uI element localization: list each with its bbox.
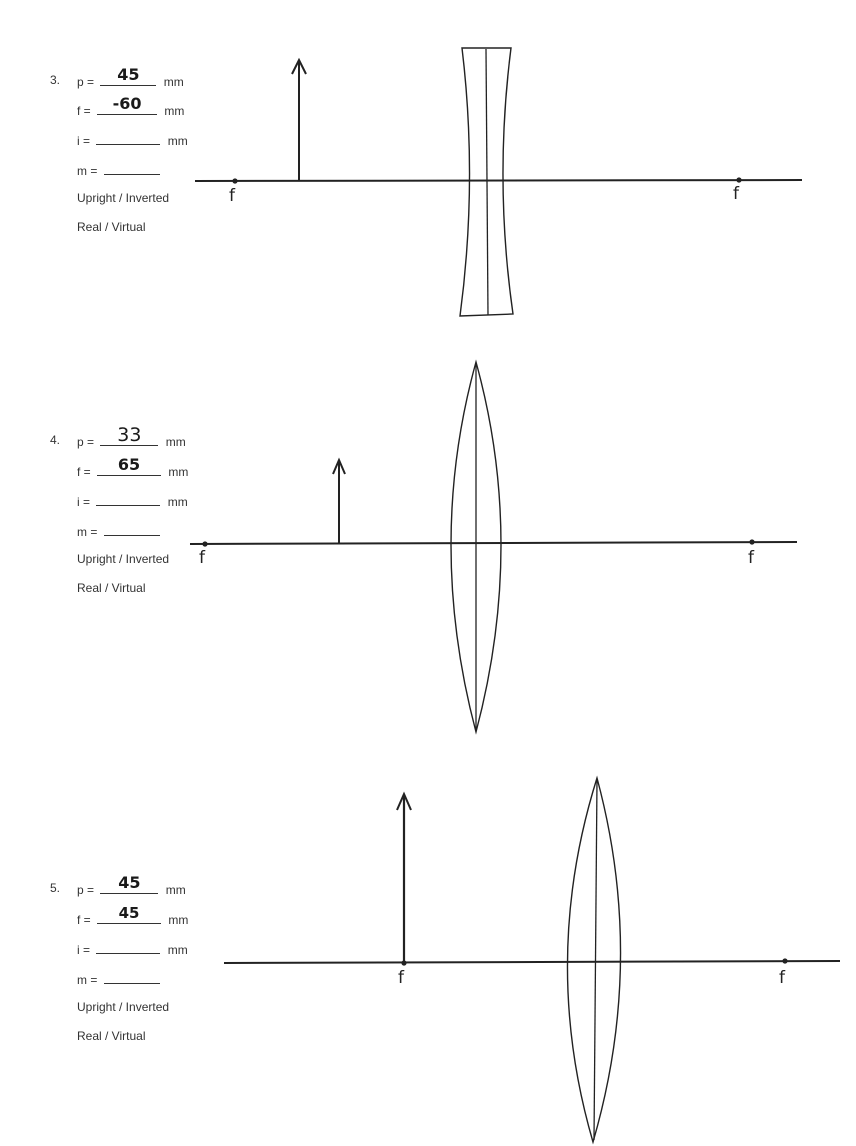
i-label: i =	[77, 495, 91, 509]
focal-dot-right	[782, 958, 787, 963]
focal-label-left: f	[199, 548, 205, 568]
lens-diagram	[0, 0, 856, 340]
p-handwritten-value: 45	[118, 873, 141, 892]
lens-center-line	[594, 780, 597, 1140]
problem-number: 3.	[50, 73, 61, 87]
orientation-choice[interactable]: Upright / Inverted	[77, 552, 170, 566]
problem-3	[0, 0, 856, 340]
lens-diagram	[0, 340, 856, 760]
i-unit: mm	[167, 134, 188, 148]
nature-choice[interactable]: Real / Virtual	[77, 1029, 146, 1043]
focal-label-right: f	[779, 968, 785, 988]
m-label: m =	[77, 973, 98, 987]
optical-axis	[224, 961, 840, 963]
focal-label-left: f	[398, 968, 404, 988]
i-unit: mm	[167, 495, 188, 509]
i-label: i =	[77, 943, 91, 957]
focal-dot-left	[202, 541, 207, 546]
i-unit: mm	[167, 943, 188, 957]
i-label: i =	[77, 134, 91, 148]
p-label: p =	[77, 75, 95, 89]
focal-dot-right	[736, 177, 741, 182]
nature-choice[interactable]: Real / Virtual	[77, 581, 146, 595]
focal-label-left: f	[229, 186, 235, 206]
f-handwritten-value: 45	[118, 904, 140, 922]
p-unit: mm	[165, 435, 186, 449]
problem-number: 4.	[50, 433, 61, 447]
p-handwritten-value: 45	[117, 65, 140, 84]
optical-axis	[190, 542, 797, 544]
f-label: f =	[77, 465, 91, 479]
nature-choice[interactable]: Real / Virtual	[77, 220, 146, 234]
orientation-choice[interactable]: Upright / Inverted	[77, 191, 170, 205]
f-unit: mm	[168, 913, 189, 927]
m-label: m =	[77, 164, 98, 178]
f-handwritten-value: -60	[112, 94, 142, 113]
f-label: f =	[77, 104, 91, 118]
f-unit: mm	[164, 104, 185, 118]
optical-axis	[195, 180, 802, 181]
p-label: p =	[77, 435, 95, 449]
p-handwritten-value: 33	[117, 424, 142, 446]
problem-4	[0, 340, 856, 760]
focal-dot-left	[232, 178, 237, 183]
p-label: p =	[77, 883, 95, 897]
f-unit: mm	[168, 465, 189, 479]
m-label: m =	[77, 525, 98, 539]
focal-label-right: f	[748, 548, 754, 568]
lens-center-line	[486, 49, 488, 315]
lens-diagram	[0, 760, 856, 1146]
focal-dot-right	[749, 539, 754, 544]
focal-label-right: f	[733, 184, 739, 204]
orientation-choice[interactable]: Upright / Inverted	[77, 1000, 170, 1014]
focal-dot-left	[401, 960, 406, 965]
problem-5	[0, 760, 856, 1146]
p-unit: mm	[163, 75, 184, 89]
p-unit: mm	[165, 883, 186, 897]
f-label: f =	[77, 913, 91, 927]
f-handwritten-value: 65	[117, 455, 141, 474]
problem-number: 5.	[50, 881, 61, 895]
